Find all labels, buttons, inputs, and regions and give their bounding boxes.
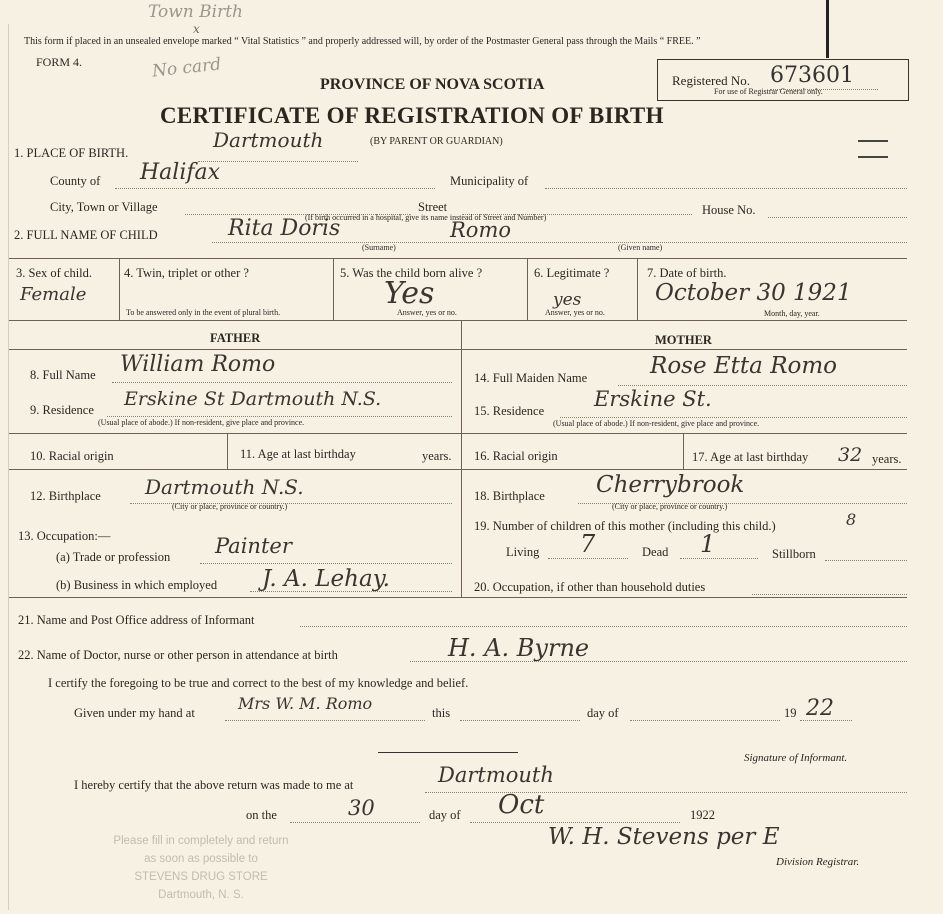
place-of-birth-label: 1. PLACE OF BIRTH. <box>14 146 129 160</box>
city-label: City, Town or Village <box>50 200 158 214</box>
father-occupation-label: 13. Occupation:— <box>18 529 111 543</box>
born-alive-value: Yes <box>384 276 435 311</box>
father-years-label: years. <box>422 449 452 463</box>
dead-value: 1 <box>700 530 716 558</box>
informant-label: 21. Name and Post Office address of Informant <box>18 613 255 627</box>
child-surname-value: Romo <box>450 218 512 242</box>
mother-heading: MOTHER <box>655 333 712 347</box>
given-at-value: Mrs W. M. Romo <box>238 694 373 713</box>
children-count-label: 19. Number of children of this mother (including this child.) <box>474 519 776 533</box>
business-value: J. A. Lehay. <box>262 566 390 592</box>
stillborn-label: Stillborn <box>772 547 816 561</box>
father-abode-note: (Usual place of abode.) If non-resident, give place and province. <box>98 418 305 427</box>
date-of-birth-value: October 30 1921 <box>655 280 852 306</box>
date-of-birth-note: Month, day, year. <box>764 309 820 318</box>
father-name-value: William Romo <box>120 352 276 377</box>
house-number-label: House No. <box>702 203 756 217</box>
date-of-birth-label: 7. Date of birth. <box>647 266 727 280</box>
sex-value: Female <box>20 284 87 305</box>
stamp-line-2: as soon as possible to <box>144 853 258 865</box>
year-value: 22 <box>806 696 834 721</box>
registered-label: Registered No. <box>672 73 750 88</box>
mother-name-label: 14. Full Maiden Name <box>474 371 588 385</box>
registrar-signature: W. H. Stevens per E <box>548 824 780 850</box>
on-the-label: on the <box>246 808 277 822</box>
form-number: FORM 4. <box>36 55 83 69</box>
surname-caption: (Surname) <box>362 243 396 252</box>
mother-occupation-label: 20. Occupation, if other than household duties <box>474 580 706 594</box>
born-alive-note: Answer, yes or no. <box>397 308 457 317</box>
father-name-label: 8. Full Name <box>30 368 96 382</box>
legitimate-label: 6. Legitimate ? <box>534 266 610 280</box>
mother-age-value: 32 <box>838 444 863 466</box>
registrar-day-of-label: day of <box>429 808 461 822</box>
mother-birthplace-note: (City or place, province or country.) <box>612 502 728 511</box>
registered-number: 673601 <box>770 63 854 88</box>
certificate-title: CERTIFICATE OF REGISTRATION OF BIRTH <box>160 103 664 128</box>
mother-name-value: Rose Etta Romo <box>650 353 838 379</box>
father-age-label: 11. Age at last birthday <box>240 447 356 461</box>
doctor-label: 22. Name of Doctor, nurse or other person in attendance at birth <box>18 648 338 662</box>
page-edge <box>8 24 908 910</box>
mother-birthplace-label: 18. Birthplace <box>474 489 545 503</box>
registrar-certify-text: I hereby certify that the above return was made to me at <box>74 778 354 792</box>
father-heading: FATHER <box>210 331 261 345</box>
living-label: Living <box>506 545 540 559</box>
registrar-place-value: Dartmouth <box>438 763 554 787</box>
mother-birthplace-value: Cherrybrook <box>596 472 745 498</box>
children-count-value: 8 <box>846 510 857 529</box>
living-value: 7 <box>580 530 596 558</box>
doctor-value: H. A. Byrne <box>448 634 590 662</box>
no-card-annotation: No card <box>151 54 223 82</box>
street-note: (If birth occurred in a hospital, give its name instead of Street and Number) <box>305 213 547 222</box>
twin-note: To be answered only in the event of plural birth. <box>126 308 281 317</box>
father-residence-value: Erskine St Dartmouth N.S. <box>124 388 382 410</box>
mother-abode-note: (Usual place of abode.) If non-resident, give place and province. <box>553 419 760 428</box>
mother-age-label: 17. Age at last birthday <box>692 450 809 464</box>
legitimate-note: Answer, yes or no. <box>545 308 605 317</box>
registrar-month-value: Oct <box>498 790 545 820</box>
twin-label: 4. Twin, triplet or other ? <box>124 266 249 280</box>
child-name-label: 2. FULL NAME OF CHILD <box>14 228 158 242</box>
informant-certify-text: I certify the foregoing to be true and correct to the best of my knowledge and belief. <box>48 676 469 690</box>
postal-notice: This form if placed in an unsealed envelope marked “ Vital Statistics ” and properly addressed will, by order of the Postmaster General pass through the Mails “ FREE. ” <box>24 36 701 47</box>
father-residence-label: 9. Residence <box>30 403 94 417</box>
this-label: this <box>432 706 451 720</box>
trade-value: Painter <box>215 534 292 558</box>
year-prefix: 19 <box>784 706 797 720</box>
given-at-label: Given under my hand at <box>74 706 195 720</box>
registrar-note: For use of Registrar General only. <box>714 87 823 96</box>
province-heading: PROVINCE OF NOVA SCOTIA <box>320 76 545 93</box>
signature-of-informant-label: Signature of Informant. <box>744 752 848 764</box>
county-label: County of <box>50 174 101 188</box>
stamp-line-4: Dartmouth, N. S. <box>158 889 244 901</box>
father-birthplace-value: Dartmouth N.S. <box>145 475 304 499</box>
legitimate-value: yes <box>553 290 582 310</box>
street-label: Street <box>418 200 448 214</box>
municipality-label: Municipality of <box>450 174 529 188</box>
mother-racial-label: 16. Racial origin <box>474 449 558 463</box>
top-note-annotation: Town Birth <box>148 2 243 22</box>
mother-residence-value: Erskine St. <box>594 387 712 411</box>
father-racial-label: 10. Racial origin <box>30 449 114 463</box>
division-registrar-label: Division Registrar. <box>776 856 860 868</box>
father-birthplace-label: 12. Birthplace <box>30 489 101 503</box>
business-label: (b) Business in which employed <box>56 578 218 592</box>
father-birthplace-note: (City or place, province or country.) <box>172 502 288 511</box>
registrar-year-value: 1922 <box>690 808 715 822</box>
dead-label: Dead <box>642 545 669 559</box>
county-value: Halifax <box>140 160 221 185</box>
trade-label: (a) Trade or profession <box>56 550 171 564</box>
place-of-birth-value: Dartmouth <box>213 128 324 152</box>
child-given-name-value: Rita Doris <box>228 216 341 241</box>
certificate-subtitle: (BY PARENT OR GUARDIAN) <box>370 136 503 147</box>
day-of-label: day of <box>587 706 619 720</box>
stamp-line-3: STEVENS DRUG STORE <box>134 871 268 883</box>
stamp-line-1: Please fill in completely and return <box>113 835 289 847</box>
registrar-day-value: 30 <box>348 796 375 820</box>
x-mark: x <box>193 22 200 36</box>
mother-residence-label: 15. Residence <box>474 404 545 418</box>
given-name-caption: (Given name) <box>618 243 663 252</box>
born-alive-label: 5. Was the child born alive ? <box>340 266 483 280</box>
mother-years-label: years. <box>872 452 902 466</box>
sex-label: 3. Sex of child. <box>16 266 93 280</box>
